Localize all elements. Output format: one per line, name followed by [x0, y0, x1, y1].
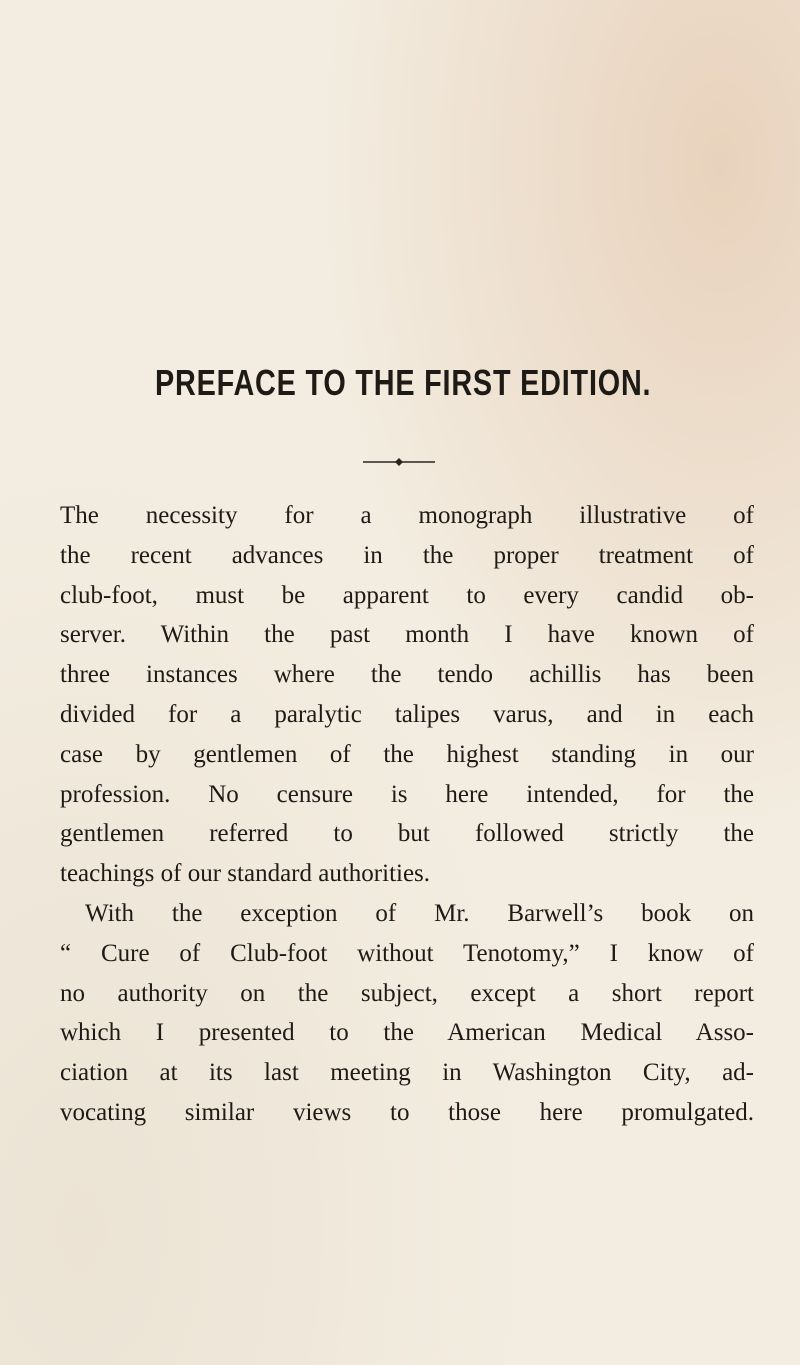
ornamental-rule-icon: [363, 456, 435, 468]
text-line: three instances where the tendo achillis has been: [60, 661, 754, 689]
page-title: PREFACE TO THE FIRST EDITION.: [155, 362, 652, 403]
text-line: case by gentlemen of the highest standing in our: [60, 740, 754, 768]
text-line: gentlemen referred to but followed strictly the: [60, 820, 754, 848]
text-line: club-foot, must be apparent to every candid ob-: [60, 581, 754, 609]
text-line: ciation at its last meeting in Washington City, ad-: [60, 1059, 754, 1087]
text-line: vocating similar views to those here promulgated.: [60, 1098, 754, 1126]
text-line: divided for a paralytic talipes varus, and in each: [60, 700, 754, 728]
text-line: which I presented to the American Medical Asso-: [60, 1019, 754, 1047]
text-line: With the exception of Mr. Barwell’s book on: [85, 899, 754, 927]
preface-text: [60, 496, 754, 1133]
paragraph-2: [60, 894, 754, 1133]
text-line: “ Cure of Club-foot without Tenotomy,” I know of: [60, 939, 754, 967]
text-line: teachings of our standard authorities.: [60, 860, 431, 888]
text-line: no authority on the subject, except a short report: [60, 979, 754, 1007]
text-line: profession. No censure is here intended, for the: [60, 780, 754, 808]
text-line: The necessity for a monograph illustrative of: [60, 502, 754, 529]
text-line: server. Within the past month I have known of: [60, 621, 754, 649]
paragraph-1: [60, 496, 754, 894]
text-line: the recent advances in the proper treatment of: [60, 541, 754, 569]
